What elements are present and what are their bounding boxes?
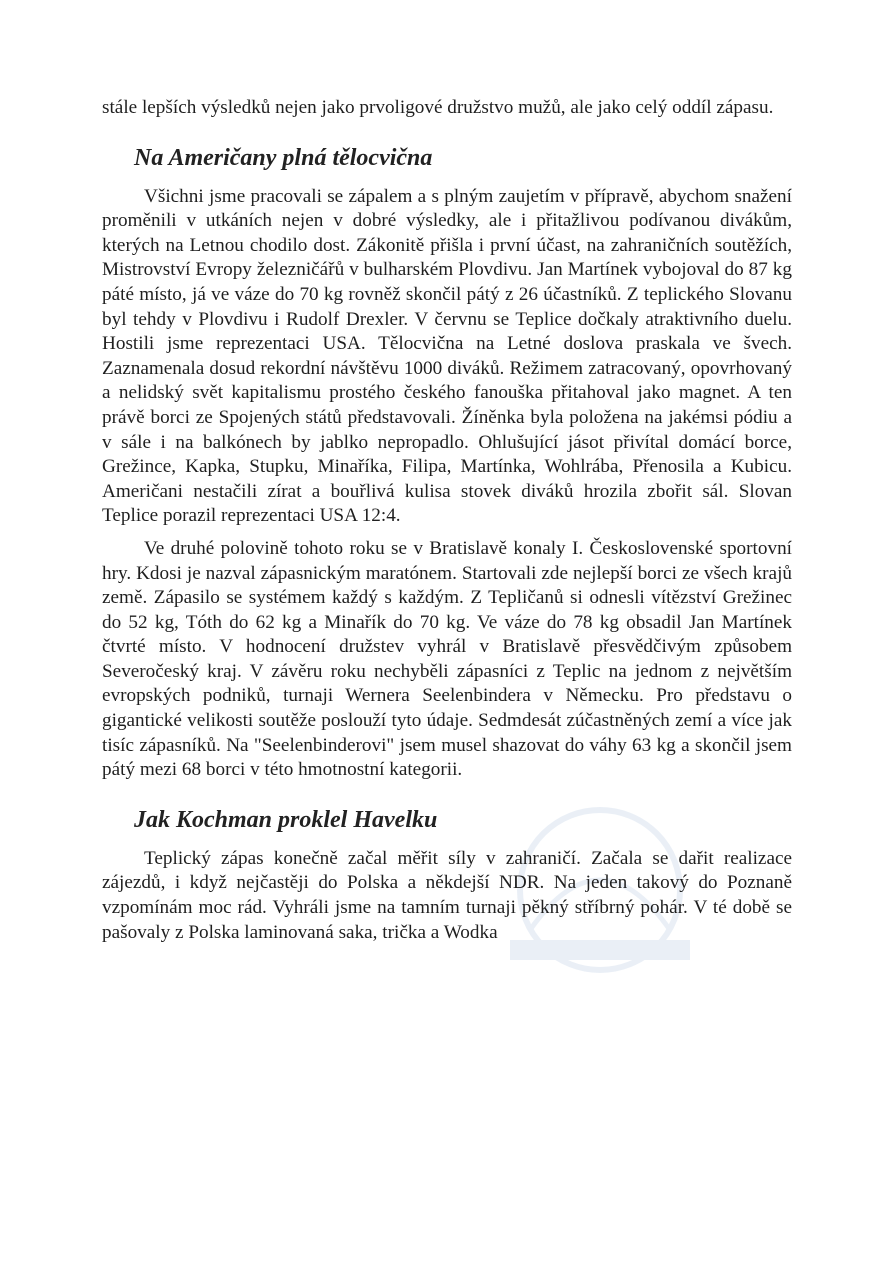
section-heading-kochman: Jak Kochman proklel Havelku (134, 806, 438, 833)
paragraph-bratislava-games: Ve druhé polovině tohoto roku se v Bratislavě konaly I. Československé sportovní hry. Kdosi je nazval zápasnickým maratónem. Startovali zde nejlepší borci ze všech krajů země. Zápasilo se systémem každý s každým. Z Tepličanů si odnesli vítězství Grežinec do 52 kg, Tóth do 62 kg a Minařík do 70 kg. Ve váze do 78 kg obsadil Jan Martínek čtvrté místo. V hodnocení družstev vyhrál v Bratislavě přesvědčivým způsobem Severočeský kraj. V závěru roku nechyběli zápasníci z Teplic na jednom z největším evropských podniků, turnaji Wernera Seelenbindera v Německu. Pro představu o gigantické velikosti soutěže poslouží tyto údaje. Sedmdesát zúčastněných zemí a více jak tisíc zápasníků. Na "Seelenbinderovi" jsem musel shazovat do váhy 63 kg a skončil jsem pátý mezi 68 borci v této hmotnostní kategorii. (102, 537, 792, 781)
intro-paragraph: stále lepších výsledků nejen jako prvoligové družstvo mužů, ale jako celý oddíl zápasu. (102, 97, 774, 118)
paragraph-abroad: Teplický zápas konečně začal měřit síly v zahraničí. Začala se dařit realizace zájezdů, i když nejčastěji do Polska a někdejší NDR. Na jeden takový do Poznaně vzpomínám moc rád. Vyhráli jsme na tamním turnaji pěkný stříbrný pohár. V té době se pašovaly z Polska laminovaná saka, trička a Wodka (102, 847, 792, 943)
section-heading-americans: Na Američany plná tělocvična (134, 144, 433, 171)
paragraph-usa-match: Všichni jsme pracovali se zápalem a s plným zaujetím v přípravě, abychom snažení proměnili v utkáních nejen v dobré výsledky, ale i přitažlivou podívanou divákům, kterých na Letnou chodilo dost. Zákonitě přišla i první účast, na zahraničních soutěžích, Mistrovství Evropy železničářů v bulharském Plovdivu. Jan Martínek vybojoval do 87 kg páté místo, já ve váze do 70 kg rovněž skončil pátý z 26 účastníků. Z teplického Slovanu byl tehdy v Plovdivu i Rudolf Drexler. V červnu se Teplice dočkaly atraktivního duelu. Hostili jsme reprezentaci USA. Tělocvična na Letné doslova praskala ve švech. Zaznamenala dosud rekordní návštěvu 1000 diváků. Režimem zatracovaný, opovrhovaný a nelidský svět kapitalismu prostého českého fanouška přitahoval jako magnet. A ten právě borci ze Spojených států představovali. Žíněnka byla položena na jakémsi pódiu a v sále i na balkónech by jablko nepropadlo. Ohlušující jásot přivítal domácí borce, Grežince, Kapka, Stupku, Minaříka, Filipa, Martínka, Wohlrába, Přenosila a Kubicu. Američani nestačili zírat a bouřlivá kulisa stovek diváků hrozila zbořit sál. Slovan Teplice porazil reprezentaci USA 12:4. (102, 185, 792, 527)
document-body (102, 96, 792, 945)
